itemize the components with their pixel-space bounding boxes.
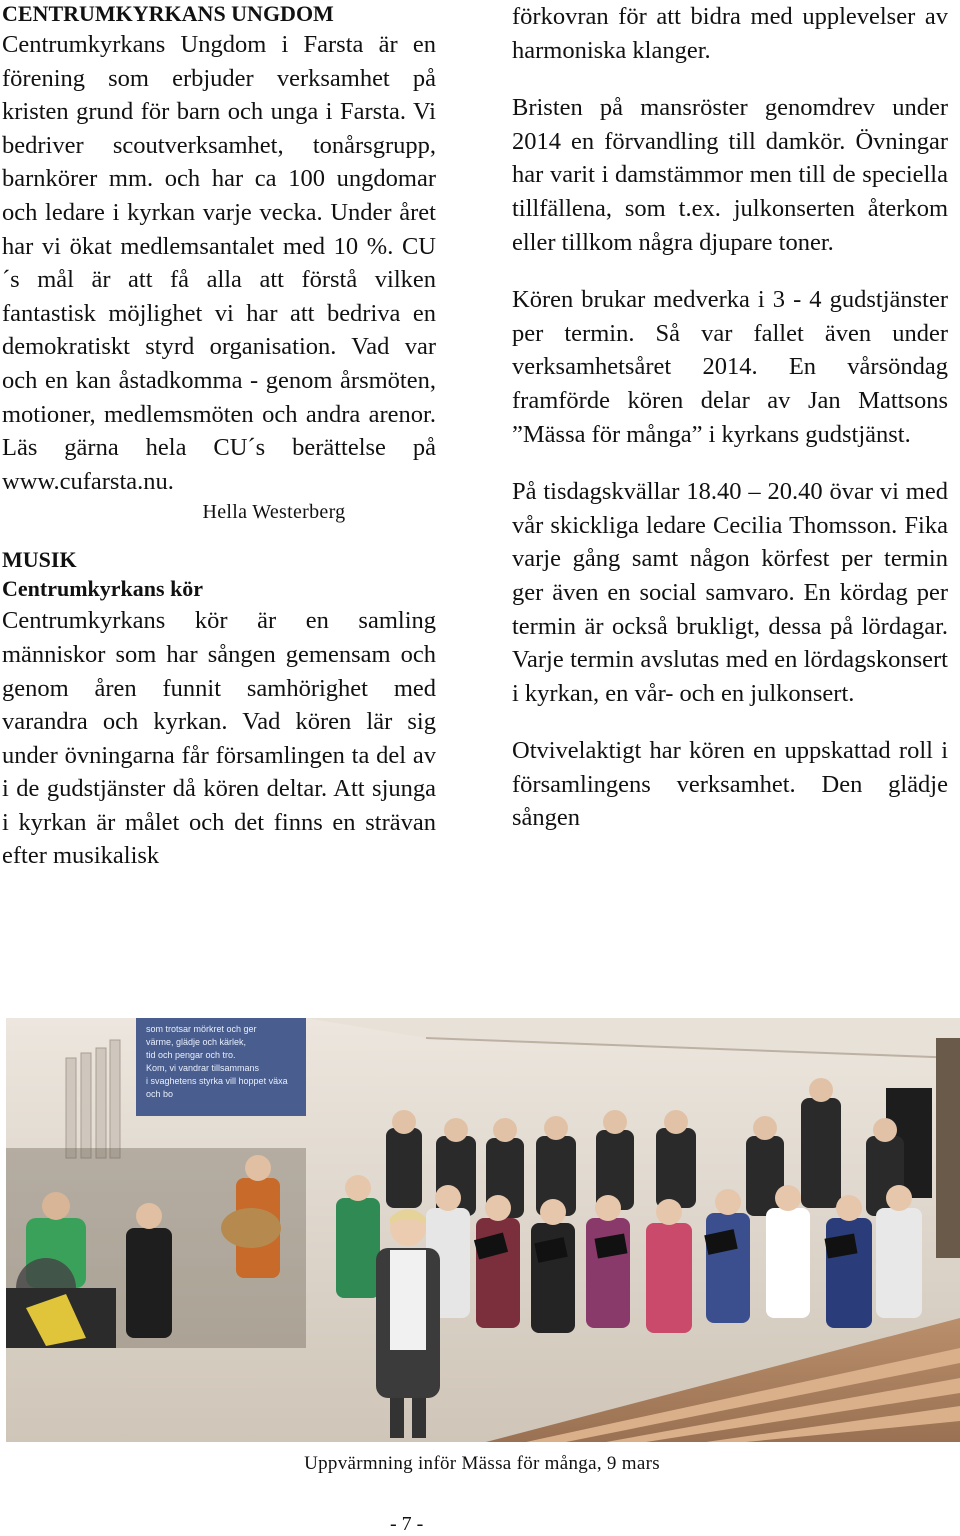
screen-line: värme, glädje och kärlek, [146,1037,247,1047]
kor-subheading: Centrumkyrkans kör [2,576,204,602]
paragraph-1: förkovran för att bidra med upplevelser av harmoniska klanger. [512,3,948,64]
screen-line: i svaghetens styrka vill hoppet växa [146,1076,288,1086]
paragraph-2: Bristen på mansröster genomdrev under 2014 en förvandling till damkör. Övningar har varit i damstämmor men till de speciella tillfällena, som t.ex. julkonserten återkom eller tillkom några djupare toner. [512,94,948,256]
page-number: - 7 - [390,1513,424,1535]
projection-screen [136,1018,306,1116]
author-signature: Hella Westerberg [202,501,346,524]
choir-photo [6,1018,960,1442]
photo-caption: Uppvärmning inför Mässa för många, 9 mars [304,1453,660,1474]
screen-line: Kom, vi vandrar tillsammans [146,1063,260,1073]
left-column [2,0,436,873]
kor-paragraph: Centrumkyrkans kör är en samling människor som har sången gemensam och genom åren funnit samhörighet med varandra och kyrkan. Vad kören lär sig under övningarna får församlingen ta del av i de gudstjänster då kören deltar. Att sjunga i kyrkan är målet och det finns en strävan efter musikalisk [2,607,436,870]
ungdom-heading: CENTRUMKYRKANS UNGDOM [2,1,334,26]
paragraph-5: Otvivelaktigt har kören en uppskattad roll i församlingens verksamhet. Den glädje sången [512,737,948,832]
screen-line: som trotsar mörkret och ger [146,1024,257,1034]
paragraph-3: Kören brukar medverka i 3 - 4 gudstjänster per termin. Så var fallet även under verksamhetsåret 2014. En vårsöndag framförde kören delar av Jan Mattsons ”Mässa för många” i kyrkans gudstjänst. [512,286,948,448]
screen-line: tid och pengar och tro. [146,1050,236,1060]
paragraph-4: På tisdagskvällar 18.40 – 20.40 övar vi med vår skickliga ledare Cecilia Thomsson. Fika varje gång samt någon körfest per termin ger även en social samvaro. En kördag per termin är också brukligt, dessa på lördagar. Varje termin avslutas med en lördagskonsert i kyrkan, en vår- och en julkonsert. [512,478,948,707]
ungdom-paragraph: Centrumkyrkans Ungdom i Farsta är en förening som erbjuder verksamhet på kristen grund för barn och unga i Farsta. Vi bedriver scoutverksamhet, tonårsgrupp, barnkörer mm. och har ca 100 ungdomar och ledare i kyrkan varje vecka. Under året har vi ökat medlemsantalet med 10 %. CU´s mål är att få alla att förstå vilken fantastisk möjlighet vi har att bedriva en demokratiskt styrd organisation. Vad var och en kan åstadkomma - genom årsmöten, motioner, medlemsmöten och andra arenor. Läs gärna hela CU´s berättelse på www.cufarsta.nu. [2,31,436,495]
musik-heading: MUSIK [2,547,77,573]
screen-line: och bo [146,1089,174,1099]
right-column [512,0,948,835]
